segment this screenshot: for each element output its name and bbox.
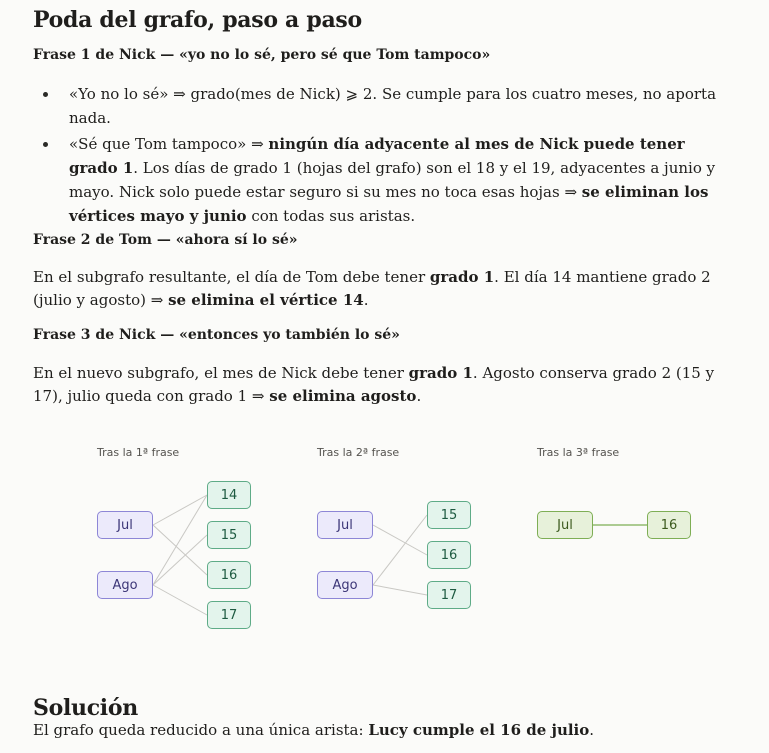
solution-paragraph (33, 719, 733, 742)
phrase3-bold1: grado 1 (408, 364, 473, 382)
stage3-month-jul: Jul (537, 511, 593, 539)
bullet-dot (43, 92, 48, 97)
phrase3-bold2: se elimina agosto (269, 387, 417, 405)
stage1-day-14: 14 (207, 481, 251, 509)
phrase2-bold2: se elimina el vértice 14 (168, 291, 364, 309)
phrase2-bold1: grado 1 (429, 268, 495, 286)
stage2-day-16: 16 (427, 541, 471, 569)
phrase3-mid: . Agosto conserva grado 2 (15 y 17), julio queda con grado 1 ⇒ (33, 364, 715, 405)
stage2-day-17: 17 (427, 581, 471, 609)
edge-ago-14 (153, 495, 207, 585)
phrase2-post: . (363, 291, 369, 309)
page-title: Poda del grafo, paso a paso (33, 7, 362, 33)
bullet2-bold2: se eliminan los vértices mayo y junio (69, 183, 709, 225)
stage1-month-jul: Jul (97, 511, 153, 539)
stage1-caption: Tras la 1ª frase (97, 446, 180, 459)
phrase2-paragraph (33, 266, 733, 312)
phrase1-bullets (33, 82, 733, 230)
stage2-month-jul: Jul (317, 511, 373, 539)
edge-ago-17 (153, 585, 207, 615)
stage2-month-ago: Ago (317, 571, 373, 599)
stage2-caption: Tras la 2ª frase (317, 446, 400, 459)
stage3-caption: Tras la 3ª frase (537, 446, 620, 459)
phrase1-heading: Frase 1 de Nick — «yo no lo sé, pero sé que Tom tampoco» (33, 47, 491, 63)
bullet-item (33, 82, 733, 130)
stage1-day-15: 15 (207, 521, 251, 549)
phrase2-mid: . El día 14 mantiene grado 2 (julio y agosto) ⇒ (33, 268, 711, 309)
bullet2-bold1: ningún día adyacente al mes de Nick puede tener grado 1 (69, 135, 685, 177)
stage3-day-16: 16 (647, 511, 691, 539)
phrase3-pre: En el nuevo subgrafo, el mes de Nick debe tener (33, 364, 409, 382)
edge-jul-14 (153, 495, 207, 525)
solution-bold: Lucy cumple el 16 de julio (368, 721, 590, 739)
phrase2-pre: En el subgrafo resultante, el día de Tom debe tener (33, 268, 430, 286)
edge-jul-16 (153, 525, 207, 575)
bullet-dot (43, 142, 48, 147)
phrase3-post: . (416, 387, 422, 405)
graph-edges (0, 430, 769, 650)
edge-ago-17 (373, 585, 427, 595)
solution-title: Solución (33, 695, 138, 721)
phrase3-paragraph (33, 362, 733, 408)
bullet2-pre: «Sé que Tom tampoco» ⇒ (69, 135, 269, 153)
stage1-month-ago: Ago (97, 571, 153, 599)
edge-ago-15 (153, 535, 207, 585)
stage1-day-17: 17 (207, 601, 251, 629)
graph-diagram (0, 430, 769, 650)
bullet1-text: «Yo no lo sé» ⇒ grado(mes de Nick) ⩾ 2. Se cumple para los cuatro meses, no aporta nada. (69, 85, 717, 127)
phrase3-heading: Frase 3 de Nick — «entonces yo también lo sé» (33, 327, 400, 343)
stage2-day-15: 15 (427, 501, 471, 529)
solution-pre: El grafo queda reducido a una única arista: (33, 721, 369, 739)
solution-post: . (589, 721, 595, 739)
bullet2-post: con todas sus aristas. (246, 207, 416, 225)
stage1-day-16: 16 (207, 561, 251, 589)
bullet2-mid: . Los días de grado 1 (hojas del grafo) son el 18 y el 19, adyacentes a junio y mayo. Nick solo puede estar seguro si su mes no toca esas hojas ⇒ (69, 159, 716, 201)
bullet-item (33, 132, 733, 228)
phrase2-heading: Frase 2 de Tom — «ahora sí lo sé» (33, 232, 298, 248)
